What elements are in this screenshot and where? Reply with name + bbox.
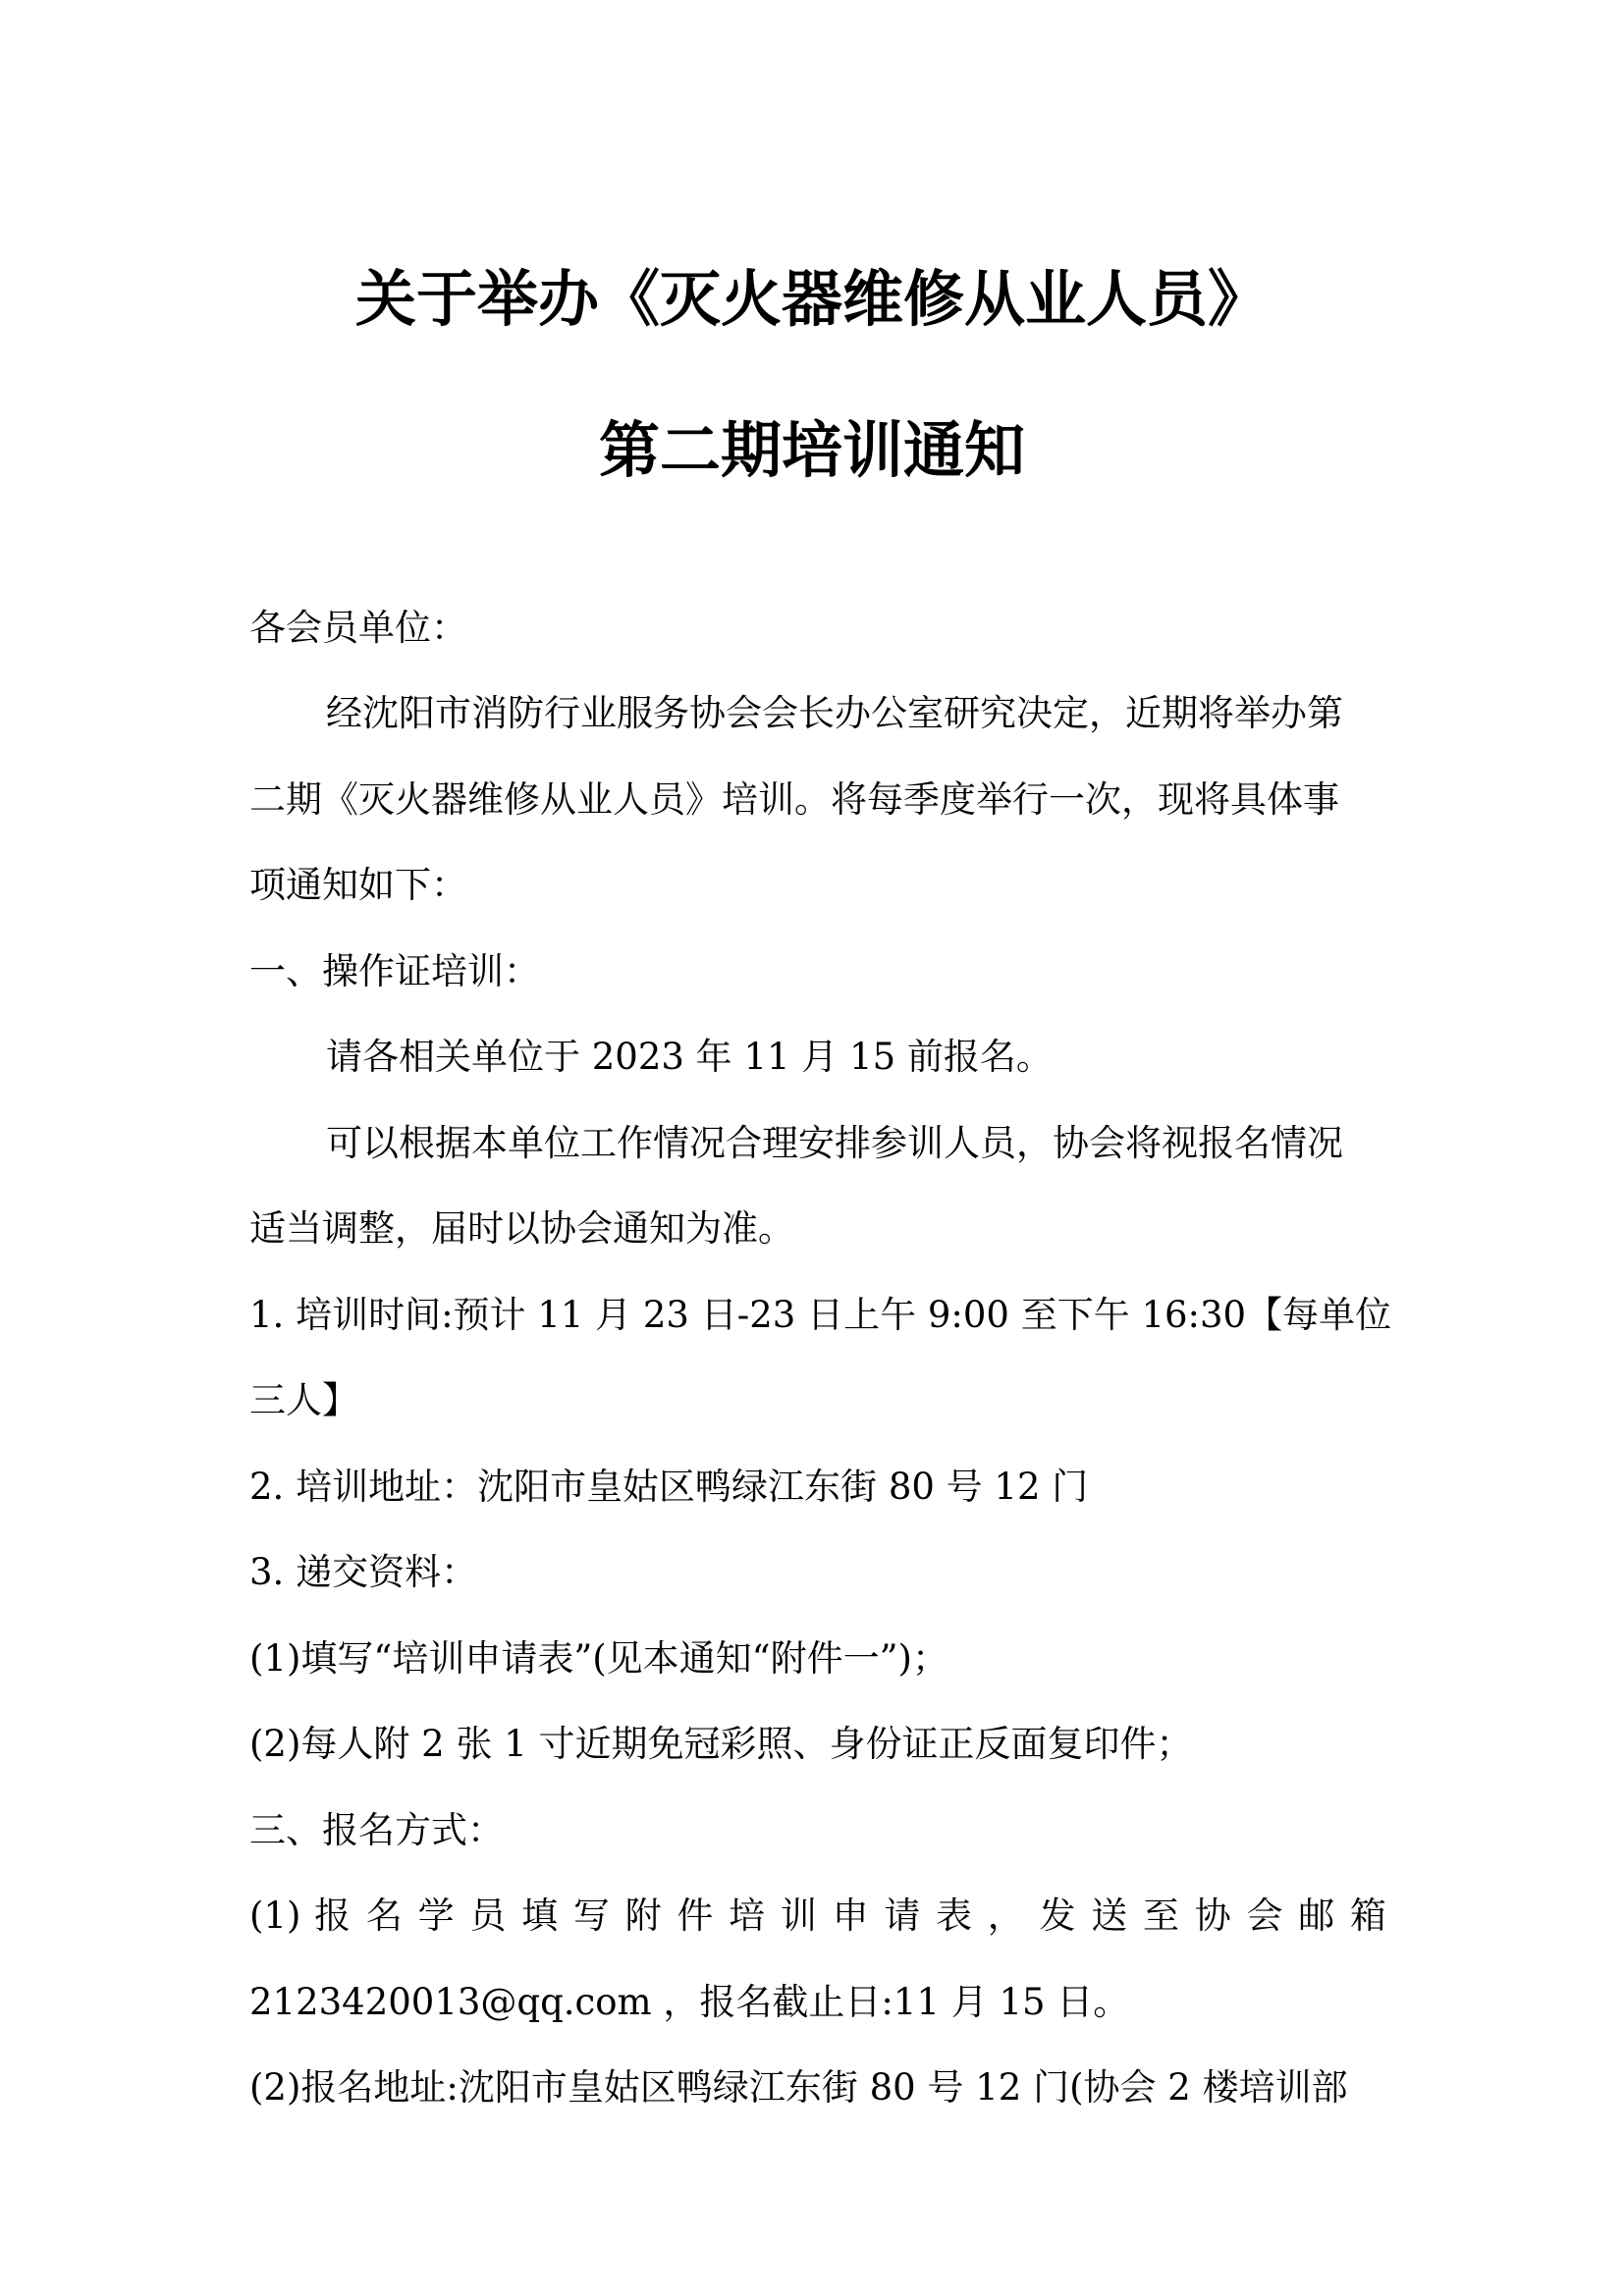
intro-paragraph-line-1: 经沈阳市消防行业服务协会会长办公室研究决定，近期将举办第 <box>326 692 1343 734</box>
salutation: 各会员单位： <box>249 607 467 649</box>
intro-paragraph-line-2: 二期《灭火器维修从业人员》培训。将每季度举行一次，现将具体事 <box>249 778 1339 821</box>
section-3-heading: 三、报名方式： <box>249 1809 504 1851</box>
document-title-line-1: 关于举办《灭火器维修从业人员》 <box>354 263 1269 335</box>
submission-item-2: (2)每人附 2 张 1 寸近期免冠彩照、身份证正反面复印件； <box>249 1723 1193 1765</box>
arrangement-paragraph-line-2: 适当调整，届时以协会通知为准。 <box>249 1207 794 1250</box>
document-title-line-2: 第二期培训通知 <box>598 414 1025 486</box>
submission-item-1: (1)填写“培训申请表”(见本通知“附件一”)； <box>249 1637 948 1680</box>
registration-deadline-text: 请各相关单位于 2023 年 11 月 15 前报名。 <box>326 1036 1053 1078</box>
registration-method-2-line-1: (2)报名地址:沈阳市皇姑区鸭绿江东街 80 号 12 门(协会 2 楼培训部 <box>249 2066 1348 2109</box>
training-time-line-2: 三人】 <box>249 1379 358 1421</box>
submission-materials-heading: 3. 递交资料： <box>249 1551 478 1593</box>
registration-method-1-line-2: 2123420013@qq.com ，报名截止日:11 月 15 日。 <box>249 1981 1130 2023</box>
arrangement-paragraph-line-1: 可以根据本单位工作情况合理安排参训人员，协会将视报名情况 <box>326 1122 1343 1164</box>
registration-method-1-line-1: (1) 报 名 学 员 填 写 附 件 培 训 申 请 表 ， 发 送 至 协 会 邮 箱 <box>249 1895 1386 1937</box>
training-address: 2. 培训地址：沈阳市皇姑区鸭绿江东街 80 号 12 门 <box>249 1466 1089 1508</box>
section-1-heading: 一、操作证培训： <box>249 950 540 992</box>
training-time-line-1: 1. 培训时间:预计 11 月 23 日-23 日上午 9:00 至下午 16:30【每单位 <box>249 1294 1392 1336</box>
intro-paragraph-line-3: 项通知如下： <box>249 864 467 906</box>
